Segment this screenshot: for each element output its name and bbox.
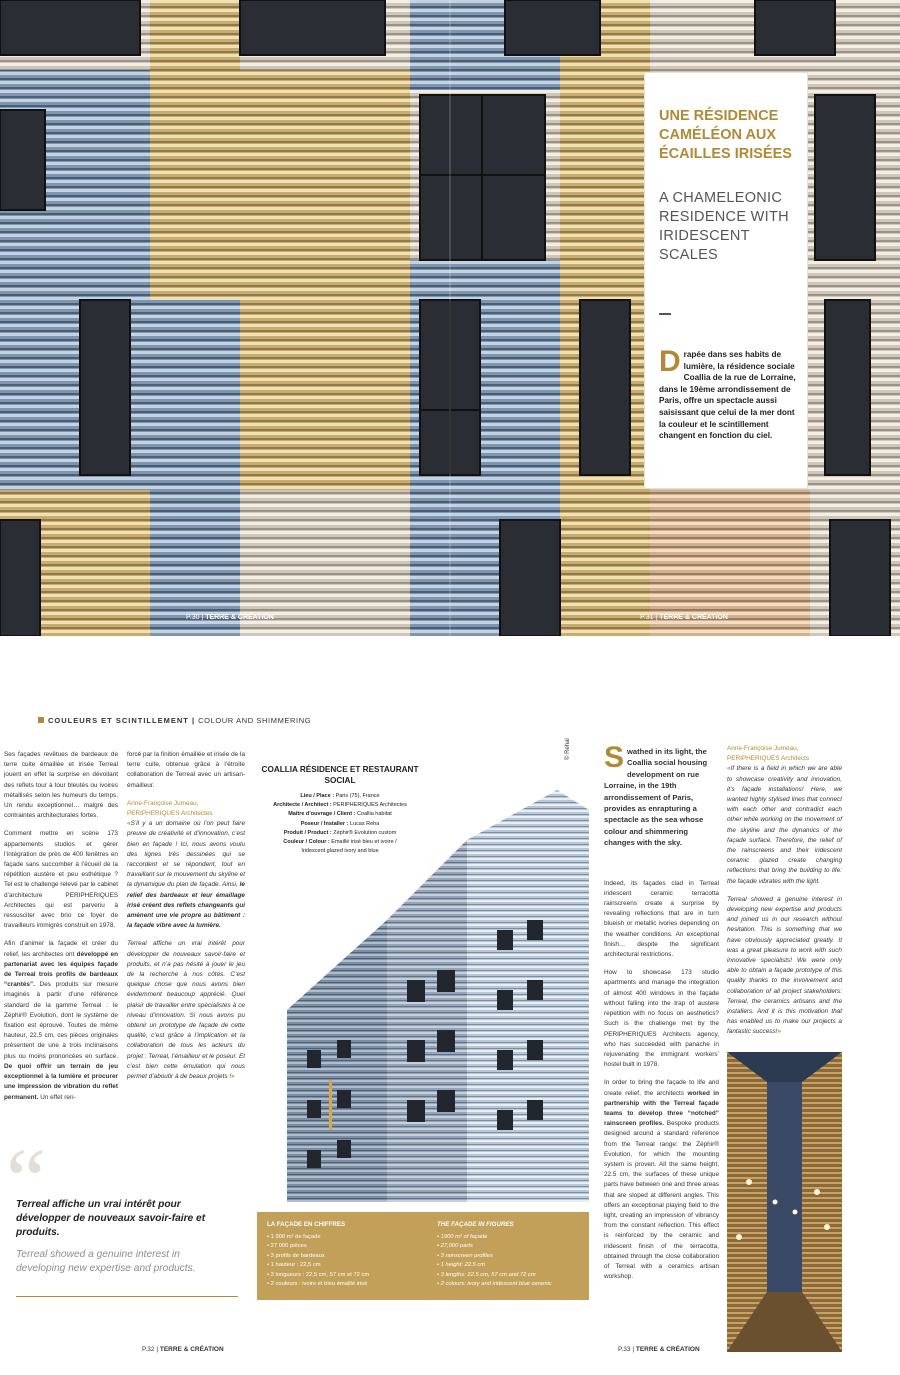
text: Afin d’animer la façade et créer du relief, les architectes ont — [4, 940, 118, 958]
french-column-2 — [127, 750, 245, 1090]
figure-item: • 1900 m² of façade — [437, 1234, 488, 1240]
project-info-title: COALLIA RÉSIDENCE ET RESTAURANT SOCIAL — [261, 765, 419, 785]
folio-page: P.32 — [142, 1346, 155, 1353]
figure-item: • 1 900 m² de façade — [267, 1234, 321, 1240]
courtyard-photo — [727, 1052, 842, 1352]
folio-magazine: TERRE & CRÉATION — [159, 1346, 224, 1353]
paragraph — [4, 939, 118, 1102]
info-label: Poseur / Installer : — [300, 820, 349, 827]
info-value: Lucas Reha — [349, 820, 380, 827]
english-column-2 — [727, 744, 842, 1046]
pull-quote-french: Terreal affiche un vrai intérêt pour développer de nouveaux savoir-faire et produits. — [16, 1199, 206, 1238]
folio-magazine: TERRE & CRÉATION — [659, 614, 728, 621]
figures-title-french: LA FAÇADE EN CHIFFRES — [267, 1221, 346, 1228]
signature: Anne-Françoise Jumeau, PERIPHERIQUES Architects — [727, 745, 810, 763]
paragraph — [604, 1078, 719, 1282]
bold-text: worked in partnership with the Terreal façade teams to develop three “notched” rainscreen profiles. — [604, 1089, 719, 1128]
info-label: Produit / Product : — [283, 829, 332, 836]
info-value: Coallia habitat — [356, 811, 392, 818]
signature-name: Anne-Françoise Jumeau, — [127, 799, 199, 807]
french-column-1 — [4, 750, 118, 1111]
folio-magazine: TERRE & CRÉATION — [635, 1346, 700, 1353]
figures-title-english: THE FAÇADE IN FIGURES — [437, 1221, 514, 1228]
signature-firm: PERIPHERIQUES Architectes — [127, 810, 213, 818]
english-column-1 — [604, 741, 719, 1290]
title-english: A CHAMELEONIC RESIDENCE WITH IRIDESCENT SCALES — [659, 190, 789, 263]
text: In order to bring the façade to life and create relief, the architects — [604, 1079, 719, 1097]
info-line — [260, 829, 420, 838]
figure-item: • 2 colours: ivory and iridescent blue ceramic — [437, 1281, 552, 1288]
open-quote-mark: « — [127, 820, 131, 828]
info-line — [260, 810, 420, 819]
section-square-icon — [38, 717, 44, 723]
folio-page: P.33 — [618, 1346, 631, 1353]
folio-magazine: TERRE & CRÉATION — [205, 614, 274, 621]
folio-p31: P.31 | TERRE & CRÉATION — [640, 614, 728, 621]
text: Terreal showed a genuine interest in developing new expertise and products and joined us in our research without hesitation. This is something that we have obviously appreciated greatly. It was a great pleasure to work with such innovative specialists! We were only able to obtain a façade prototype of this quality thanks to the involvement and collaboration of all project stakeholders: Terreal, the ceramics artisans and the installers. And it is this motivation that has enabled us to make our projects a fantastic success! — [727, 895, 842, 1036]
figure-item: • 27 000 pièces — [267, 1243, 307, 1250]
pull-quote — [4, 1131, 238, 1300]
intro-french-text: rapée dans ses habits de lumière, la résidence sociale Coallia de la rue de Lorraine, dans le 19ème arrondissement de Paris, offre un spectacle aussi saisissant que celui de la mer dont la couleur et le scintillement changent en fonction du ciel. — [659, 350, 796, 441]
paragraph: Ses façades revêtues de bardeaux de terre cuite émaillée et irisée Terreal jouent en effet la surprise en dévoilant des reflets tour à tour bleutés ou ivoires métallisés selon les humeurs du temps. Un rendu exceptionnel… malgré des contraintes architecturales fortes. — [4, 751, 118, 820]
figure-item: • 1 hauteur : 22,5 cm — [267, 1262, 321, 1269]
dropcap-d: D — [659, 345, 681, 378]
figure-item: • 27,000 parts — [437, 1243, 473, 1250]
paragraph: How to showcase 173 studio apartments and manage the integration of almost 400 windows in the façade without falling into the trap of austere repetition with no focus on aesthetics? Such is the challenge met by the PERIPHERIQUES Architects agency, who has succeeded with panache in rejuvenating the immigrant workers’ hostel built in 1978. — [604, 969, 719, 1069]
folio-page: P.31 — [640, 614, 654, 621]
text: Bespoke products designed around a standard reference from the Terreal range: the Zéphir® Evolution, for which the mounting system is proven. All the same height, 22.5 cm, the surfaces of these unique parts have between one and three areas that are sloped at different angles. This offers an exceptional playing field to the light, creating an impression of vibrancy from the constant reflection. This effect is reinforced by the ceramic and iridescent finish of the terracotta, obtained through the close collaboration of Terreal with a ceramics artisan workshop. — [604, 1120, 719, 1281]
text: Des produits sur mesure imaginés à partir d’une référence standard de la gamme Terreal : le Zéphir® Evolution, dont le système de fixation est éprouvé. Toutes de même hauteur, 22,5 cm, ces pièces originales présentent de une à trois inclinaisons plus ou moins prononcées en surface. — [4, 981, 118, 1060]
section-separator: | — [191, 716, 196, 725]
paragraph: forcé par la finition émaillée et irisée de la terre cuite, obtenue grâce à l’étroite collaboration de Terreal avec un artisan-émailleur. — [127, 751, 245, 789]
info-label: Architecte / Architect : — [273, 802, 332, 809]
figure-item: • 3 lengths: 22.5 cm, 57 cm and 72 cm — [437, 1271, 536, 1278]
info-label: Couleur / Colour : — [283, 839, 330, 846]
facade-figures-box — [257, 1212, 589, 1300]
paragraph: Comment mettre en scène 173 appartements studios et gérer l’intégration de près de 400 fenêtres en façade sans succomber à l’écueil de la répétition austère et peu esthétique ? Tel est le challenge relevé par le cabinet d’architecture PERIPHERIQUES Architectes qui est parvenu à ressusciter avec brio ce foyer de travailleurs immigrés construit en 1978. — [4, 830, 118, 930]
info-label: Maître d’ouvrage / Client : — [288, 811, 356, 818]
figures-french — [267, 1220, 427, 1289]
info-line — [260, 801, 420, 810]
figure-item: • 3 rainscreen profiles — [437, 1252, 493, 1259]
title-panel — [645, 73, 807, 488]
text: If there is a field in which we are able to showcase creativity and innovation, it’s façade installations! Here, we wanted highly stylised lines that connect with each other and contradict each other while working on the movement of the skyline and the dynamics of the façade surface. Therefore, the relief of the rainscreens and their iridescent ceramic glazed create changing reflections that bring the building to life: the façade vibrates with the light. — [727, 765, 842, 885]
quote-paragraph — [727, 895, 842, 1038]
title-french: UNE RÉSIDENCE CAMÉLÉON AUX ÉCAILLES IRISÉES — [659, 108, 792, 162]
figure-item: • 3 longueurs : 22,5 cm, 57 cm et 72 cm — [267, 1271, 370, 1278]
title-divider — [659, 313, 671, 315]
quote-paragraph — [127, 939, 245, 1082]
quote-paragraph — [727, 764, 842, 886]
text: Terreal affiche un vrai intérêt pour développer de nouveaux savoir-faire et produits, et n’a pas hésité à jouer le jeu de la recherche à nos côtés. C’est quelque chose que nous avons bien évidemment beaucoup apprécié. Quel plaisir de travailler entre spécialistes à ce niveau d’innovation. Si nous avons pu obtenir un prototype de façade de cette qualité, c’est grâce à l’implication et la collaboration de tous les acteurs du projet : Terreal, l’émailleur et le poseur. Et c’est bien cette émulation qui nous permet d’aboutir à de beaux projets ! — [127, 940, 245, 1081]
folio-p32: P.32 | TERRE & CRÉATION — [142, 1346, 224, 1353]
quote-paragraph — [127, 819, 245, 931]
info-line — [260, 820, 420, 829]
info-line — [260, 838, 420, 847]
text: S’il y a un domaine où l’on peut faire preuve de créativité et d’innovation, c’est bien en façade ! Ici, nous avons voulu des lignes très dessinées qui se raccordent et se répondent, tout en travaillant sur le mouvement du skyline et la dynamique du plan de façade. Ainsi, — [127, 820, 245, 889]
courtyard-illustration — [727, 1052, 842, 1352]
english-lead — [604, 741, 719, 849]
folio-page: P.30 — [186, 614, 200, 621]
quote-mark-icon: “ — [6, 1131, 46, 1230]
folio-p33: P.33 | TERRE & CRÉATION — [618, 1346, 700, 1353]
pull-quote-english: Terreal showed a genuine interest in developing new expertise and products. — [16, 1249, 196, 1274]
pull-quote-rule — [16, 1296, 238, 1297]
info-value: Emaillé irisé bleu et ivoire / — [331, 839, 397, 846]
info-value: Zéphir® Evolution custom — [333, 829, 397, 836]
bold-text: le relief des bardeaux et leur émaillage irisé créent des reflets changeants qui amènent une vie propre au bâtiment : la façade vibre avec la lumière. — [127, 881, 245, 930]
spread-gutter — [449, 0, 451, 636]
lead-text: wathed in its light, the Coallia social housing development on rue Lorraine, in the 19th arrondissement of Paris, provides as enrapturing a spectacle as the sea whose colour and shimmering changes with the sky. — [604, 747, 708, 848]
info-value: PERIPHERIQUES Architectes — [333, 802, 407, 809]
section-heading — [38, 716, 311, 726]
info-label: Lieu / Place : — [300, 793, 335, 799]
close-quote-mark: » — [777, 1028, 781, 1036]
cover-spread — [0, 0, 900, 636]
figures-english — [437, 1220, 597, 1289]
project-info-box — [260, 765, 420, 856]
section-subtitle: COLOUR AND SHIMMERING — [198, 716, 312, 725]
figure-item: • 3 profils de bardeaux — [267, 1252, 325, 1259]
open-quote-mark: « — [727, 765, 731, 773]
bold-text: De quoi offrir un terrain de jeu exceptionnel à la lumière et procurer une impression de vibration du reflet permanent. — [4, 1062, 118, 1101]
info-line — [260, 792, 420, 801]
figure-item: • 2 couleurs : ivoire et bleu émaillé irisé — [267, 1281, 368, 1288]
folio-p30: P.30 | TERRE & CRÉATION — [186, 614, 274, 621]
text: Un effet ren- — [38, 1093, 76, 1101]
bold-text: développé en partenariat avec les équipes façade de Terreal trois profils de bardeaux “crantés”. — [4, 950, 119, 989]
section-title: COULEURS ET SCINTILLEMENT — [48, 716, 189, 725]
dropcap-s: S — [604, 741, 625, 774]
info-line: Iridescent glazed ivory and blue — [301, 848, 379, 855]
signature — [127, 799, 245, 819]
photo-credit: © Rehal — [565, 738, 571, 760]
info-value: Paris (75), France — [335, 793, 380, 799]
intro-french — [659, 345, 799, 442]
close-quote-mark: » — [231, 1073, 235, 1081]
paragraph: Indeed, its façades clad in Terreal iridescent ceramic terracotta rainscreens create a surprise by revealing reflections that are in turn blueish or metallic ivories depending on the weather conditions. An exceptional finish… despite the significant architectural restrictions. — [604, 879, 719, 959]
figure-item: • 1 height: 22.5 cm — [437, 1262, 486, 1269]
